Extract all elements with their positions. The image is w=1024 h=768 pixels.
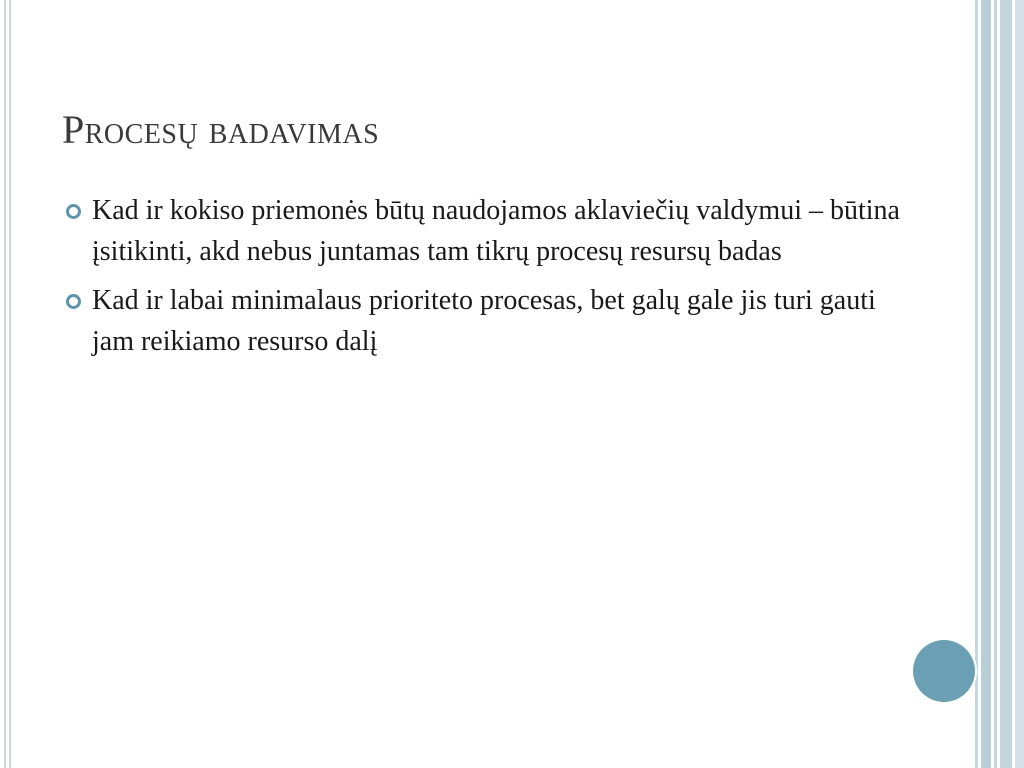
hollow-circle-bullet-icon [66,204,81,219]
stripe [1015,0,1024,768]
bullet-text: Kad ir labai minimalaus prioriteto procesas, bet galų gale jis turi gauti jam reikiamo resurso dalį [92,285,876,357]
left-border-line [9,0,11,768]
bullet-item [62,190,912,272]
bullet-list [62,190,912,370]
right-decorative-stripes [975,0,1024,768]
bullet-text: Kad ir kokiso priemonės būtų naudojamos aklaviečių valdymui – būtina įsitikinti, akd nebus juntamas tam tikrų procesų resursų badas [92,195,900,267]
hollow-circle-bullet-icon [66,294,81,309]
slide-title: Procesų badavimas [62,107,380,152]
stripe [1000,0,1012,768]
stripe [981,0,991,768]
left-border-line [4,0,6,768]
stripe [975,0,978,768]
decorative-circle-icon [913,640,975,702]
stripe [994,0,997,768]
bullet-item [62,280,912,362]
